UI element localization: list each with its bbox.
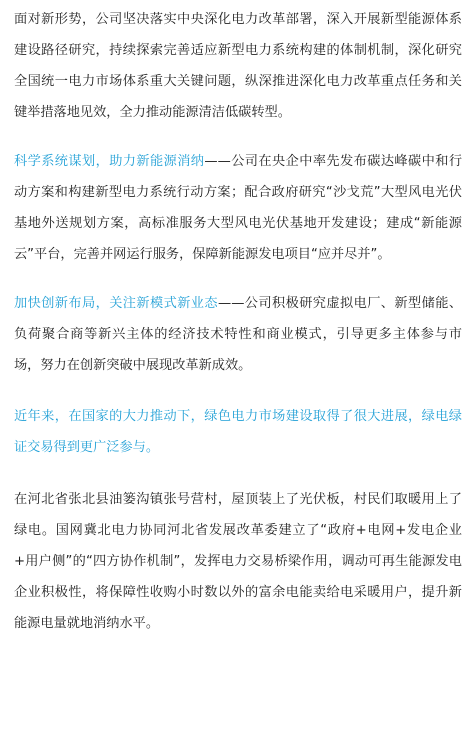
highlighted-lead: 加快创新布局，关注新模式新业态	[14, 296, 219, 311]
paragraph-innovation-layout	[14, 288, 462, 381]
paragraph-zhangbei-case	[14, 484, 462, 639]
paragraph-new-energy-consumption	[14, 146, 462, 270]
paragraph-text: 在河北省张北县油篓沟镇张号营村，屋顶装上了光伏板，村民们取暖用上了绿电。国网冀北电力协同河北省发展改革委建立了“政府+电网+发电企业+用户侧”的“四方协作机制”，发挥电力交易桥梁作用，调动可再生能源发电企业积极性，将保障性收购小时数以外的富余电能卖给电采暖用户，提升新能源电量就地消纳水平。	[14, 492, 462, 631]
paragraph-text: ——公司积极研究虚拟电厂、新型储能、负荷聚合商等新兴主体的经济技术特性和商业模式，引导更多主体参与市场，努力在创新突破中展现改革新成效。	[14, 296, 463, 373]
paragraph-energy-transition	[14, 4, 462, 128]
paragraph-text: ——公司在央企中率先发布碳达峰碳中和行动方案和构建新型电力系统行动方案；配合政府研究“沙戈荒”大型风电光伏基地外送规划方案，高标准服务大型风电光伏基地开发建设；建成“新能源云”平台，完善并网运行服务，保障新能源发电项目“应并尽并”。	[14, 154, 463, 262]
paragraph-text: 面对新形势，公司坚决落实中央深化电力改革部署，深入开展新型能源体系建设路径研究，持续探索完善适应新型电力系统构建的体制机制，深化研究全国统一电力市场体系重大关键问题，纵深推进深化电力改革重点任务和关键举措落地见效，全力推动能源清洁低碳转型。	[14, 12, 462, 120]
highlighted-lead: 科学系统谋划，助力新能源消纳	[14, 154, 205, 169]
paragraph-green-power-market	[14, 401, 462, 463]
paragraph-text: 近年来，在国家的大力推动下，绿色电力市场建设取得了很大进展，绿电绿证交易得到更广泛参与。	[14, 409, 462, 455]
article-body	[14, 4, 462, 658]
